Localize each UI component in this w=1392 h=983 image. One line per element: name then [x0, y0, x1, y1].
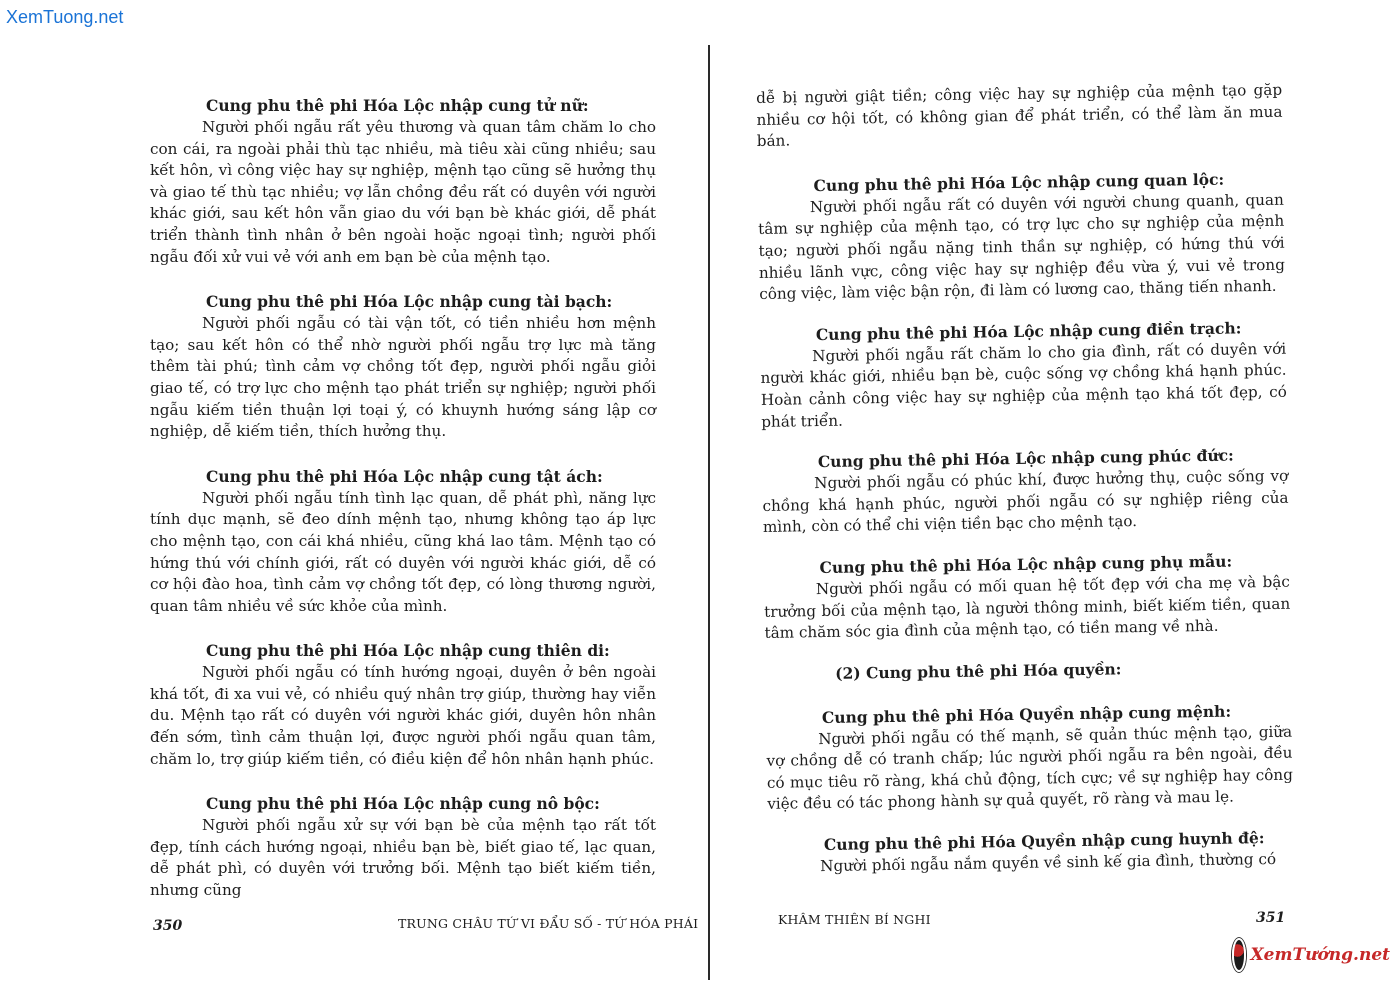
site-link[interactable]: XemTuong.net [6, 7, 124, 27]
section [150, 467, 656, 618]
section-heading: Cung phu thê phi Hóa Lộc nhập cung phụ mẫu: [819, 551, 1233, 577]
section-body: Người phối ngẫu rất chăm lo cho gia đình, rất có duyên với người khác giới, nhiều bạn bè, cuộc sống vợ chồng khá hạnh phúc. Hoàn cảnh công việc hay sự nghiệp của mệnh tạo khá tốt đẹp, có phát triển. [760, 339, 1287, 431]
section-body: Người phối ngẫu có tài vận tốt, có tiền nhiều hơn mệnh tạo; sau kết hôn có thể nhờ người phối ngẫu trợ lực mà tăng thêm tài phú; tình cảm vợ chồng tốt đẹp, người phối ngẫu giỏi giao tế, có trợ lực cho mệnh tạo phát triển sự nghiệp; người phối ngẫu kiếm tiền thuận lợi toại ý, có khuynh hướng sáng lập cơ nghiệp, dễ kiếm tiền, thích hưởng thụ. [150, 314, 656, 441]
running-footer-right: KHÂM THIÊN BÍ NGHI [778, 912, 931, 927]
section-body: Người phối ngẫu nắm quyền về sinh kế gia đình, thường có [820, 849, 1277, 876]
page-gutter [708, 45, 710, 980]
page-number-right: 351 [1256, 910, 1286, 926]
watermark-logo [1232, 935, 1390, 975]
section-heading: Cung phu thê phi Hóa Lộc nhập cung tài bạch: [206, 292, 613, 312]
section [766, 700, 1294, 816]
section-body: Người phối ngẫu rất có duyên với người chung quanh, quan tâm sự nghiệp của mệnh tạo, có trợ lực cho sự nghiệp của mệnh tạo; người phối ngẫu nặng tinh thần sự nghiệp, có hứng thú với nhiều lãnh vực, công việc hay sự nghiệp đều vừa ý, vui vẻ trong công việc, làm việc bận rộn, đi làm có lương cao, thăng tiến nhanh. [758, 190, 1285, 304]
continued-paragraph: dễ bị người giật tiền; công việc hay sự nghiệp của mệnh tạo gặp nhiều cơ hội tốt, có không gian để phát triển, có thể làm ăn mua bán. [756, 80, 1283, 151]
section-body: Người phối ngẫu tính tình lạc quan, dễ phát phì, năng lực tính dục mạnh, sẽ đeo dính mệnh tạo, nhưng không tạo áp lực cho mệnh tạo, con cái khá nhiều, cũng khá lao tâm. Mệnh tạo có hứng thú với chính giới, rất có duyên với người khác giới, dễ có cơ hội đào hoa, tình cảm vợ chồng tốt đẹp, có lòng thương người, quan tâm nhiều về sức khỏe của mình. [150, 488, 656, 615]
section-body: Người phối ngẫu xử sự với bạn bè của mệnh tạo rất tốt đẹp, tính cách hướng ngoại, nhiều bạn bè, biết giao tế, lạc quan, dễ phát phì, có duyên với trưởng bối. Mệnh tạo biết kiếm tiền, nhưng cũng [150, 816, 656, 900]
section-body: Người phối ngẫu có phúc khí, được hưởng thụ, cuộc sống vợ chồng khá hạnh phúc, người phối ngẫu có sự nghiệp riêng của mình, còn có thể chi viện tiền bạc cho mệnh tạo. [762, 466, 1289, 537]
section-heading: Cung phu thê phi Hóa Lộc nhập cung tử nữ: [206, 96, 589, 115]
section [150, 794, 656, 901]
section-heading: Cung phu thê phi Hóa Lộc nhập cung quan lộc: [813, 169, 1225, 195]
left-page [150, 96, 656, 926]
yin-yang-icon [1232, 938, 1246, 972]
section-heading: Cung phu thê phi Hóa Lộc nhập cung thiên di: [206, 641, 610, 661]
section-body: Người phối ngẫu có mối quan hệ tốt đẹp với cha mẹ và bậc trưởng bối của mệnh tạo, là người thông minh, biết kiếm tiền, quan tâm chăm sóc gia đình của mệnh tạo, có tiền mang về nhà. [764, 572, 1291, 643]
section [762, 445, 1289, 539]
section [757, 169, 1285, 306]
section [150, 641, 656, 770]
section-heading: Cung phu thê phi Hóa Lộc nhập cung nô bộc: [206, 794, 600, 814]
section [768, 828, 1295, 879]
section [763, 551, 1290, 645]
section-heading: Cung phu thê phi Hóa Lộc nhập cung điền trạch: [815, 318, 1242, 344]
section-heading: Cung phu thê phi Hóa Lộc nhập cung phúc đức: [817, 445, 1234, 472]
section-heading: Cung phu thê phi Hóa Quyền nhập cung huynh đệ: [823, 828, 1265, 855]
subsection-title: (2) Cung phu thê phi Hóa quyền: [835, 659, 1122, 683]
section-heading: Cung phu thê phi Hóa Lộc nhập cung tật ách: [206, 466, 603, 486]
section [760, 317, 1288, 433]
section-body: Người phối ngẫu rất yêu thương và quan tâm chăm lo cho con cái, ra ngoài phải thù tạc nhiều, mà tiêu xài cũng nhiều; sau kết hôn, vì công việc hay sự nghiệp, mệnh tạo cũng sẽ hưởng thụ và giao tế thù tạc nhiều; vợ lẫn chồng đều rất có duyên với người khác giới, sau kết hôn vẫn giao du với bạn bè khác giới, dễ phát triển thành tình nhân ở bên ngoài hoặc ngoại tình; người phối ngẫu đối xử vui vẻ với anh em bạn bè của mệnh tạo. [150, 118, 656, 266]
section-heading: Cung phu thê phi Hóa Quyền nhập cung mệnh: [821, 701, 1232, 727]
section [150, 292, 656, 443]
watermark-text: XemTướng.net [1250, 945, 1390, 965]
page-number-left: 350 [153, 918, 183, 934]
section-body: Người phối ngẫu có tính hướng ngoại, duyên ở bên ngoài khá tốt, đi xa vui vẻ, có nhiều quý nhân trợ giúp, thường hay viễn du. Mệnh tạo rất có duyên với người khác giới, duyên hôn nhân đến sớm, tình cảm thuận lợi, được người phối ngẫu quan tâm, chăm lo, trợ giúp kiếm tiền, có điều kiện để hôn nhân hạnh phúc. [150, 663, 656, 768]
section-body: Người phối ngẫu có thế mạnh, sẽ quản thúc mệnh tạo, giữa vợ chồng dễ có tranh chấp; lúc người phối ngẫu ra bên ngoài, đều có mục tiêu rõ ràng, khá chủ động, tích cực; về sự nghiệp hay công việc đều có tác phong hành sự quả quyết, rõ ràng và mau lẹ. [766, 722, 1293, 814]
section [150, 96, 656, 268]
right-page [756, 80, 1295, 899]
running-footer-left: TRUNG CHÂU TỨ VI ĐẨU SỐ - TỨ HÓA PHÁI [398, 916, 699, 931]
